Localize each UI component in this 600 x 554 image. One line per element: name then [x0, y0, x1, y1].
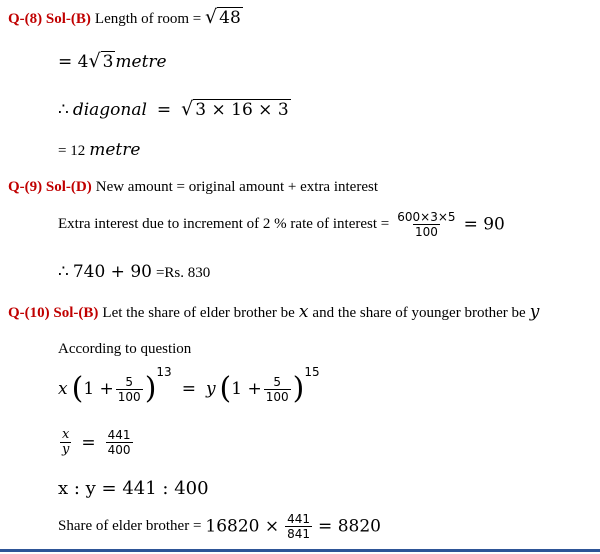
- eq-left-paren-open: (: [71, 371, 84, 406]
- q9-label: Q-(9) Sol-(D): [8, 179, 92, 195]
- share-expr: 16820 ×: [205, 516, 280, 537]
- therefore-symbol-2: ∴: [58, 262, 69, 282]
- q9-line2-text: Extra interest due to increment of 2 % rate of interest =: [58, 216, 390, 232]
- share-text: Share of elder brother =: [58, 518, 202, 534]
- q8-line-2: [58, 50, 167, 72]
- q10-share: [58, 512, 381, 541]
- ratio-equals: =: [81, 432, 96, 453]
- eq-y: y: [205, 379, 216, 399]
- eq-exp-left: 13: [156, 365, 172, 380]
- q9-line-3: [58, 262, 210, 282]
- q10-var-x: x: [298, 302, 309, 322]
- sqrt-48: √ 48: [205, 6, 241, 28]
- q10-equation: [58, 365, 320, 406]
- share-frac-den: 841: [287, 527, 311, 541]
- q8-line-1: [8, 6, 243, 28]
- eq-frac-right-den: 100: [265, 389, 289, 404]
- q9-frac-den: 100: [414, 225, 438, 239]
- q8-line-3: [58, 98, 291, 120]
- q10-ratio: [58, 428, 135, 457]
- q9-frac-num: 600×3×5: [397, 210, 456, 224]
- eq-exp-right: 15: [304, 365, 320, 380]
- q10-label: Q-(10) Sol-(B): [8, 305, 99, 321]
- q8-line3-eq: =: [156, 100, 172, 120]
- ratio-statement: x : y = 441 : 400: [58, 478, 209, 499]
- eq-one-right: 1 +: [231, 379, 262, 399]
- q9-line2-result: = 90: [463, 214, 505, 235]
- eq-frac-left-den: 100: [117, 389, 141, 404]
- eq-frac-left-num: 5: [125, 374, 134, 389]
- q8-line-4: [58, 140, 140, 160]
- therefore-symbol: ∴: [58, 100, 69, 120]
- q10-line-1: [8, 302, 539, 322]
- eq-right-paren-close: ): [292, 371, 305, 406]
- share-frac: [285, 512, 312, 541]
- sqrt-3: √ 3: [88, 50, 114, 72]
- q10-var-y: y: [529, 302, 540, 322]
- q8-line2-unit: metre: [115, 52, 167, 72]
- share-frac-num: 441: [287, 512, 311, 526]
- q10-ratio-line: [58, 478, 209, 499]
- q8-line2-eq: = 4: [58, 52, 89, 72]
- q8-line4-unit: metre: [89, 140, 141, 160]
- ratio-value-frac: [106, 428, 133, 457]
- q9-fraction: [395, 210, 457, 239]
- q10-line-2: [58, 340, 191, 358]
- eq-right-paren-open: (: [219, 371, 232, 406]
- q8-label: Q-(8) Sol-(B): [8, 11, 91, 27]
- bottom-divider: [0, 549, 600, 552]
- q9-text: New amount = original amount + extra interest: [95, 179, 378, 195]
- sqrt-product: √ 3 × 16 × 3: [181, 98, 289, 120]
- q10-line2-text: According to question: [58, 341, 192, 357]
- q8-text: Length of room =: [94, 11, 206, 27]
- sqrt-48-value: 48: [219, 8, 241, 28]
- ratio-y: y: [62, 442, 70, 457]
- ratio-value-num: 441: [107, 428, 131, 442]
- q9-line-1: [8, 178, 378, 196]
- eq-equals: =: [181, 379, 196, 399]
- q9-result: =Rs. 830: [155, 265, 211, 281]
- q10-text-a: Let the share of elder brother be: [102, 305, 295, 321]
- q8-diagonal-word: diagonal: [72, 100, 147, 120]
- q8-line4-eq: = 12: [58, 143, 86, 159]
- q10-text-b: and the share of younger brother be: [312, 305, 526, 321]
- eq-x: x: [58, 379, 68, 399]
- eq-frac-right-num: 5: [273, 374, 281, 389]
- sqrt-3-value: 3: [102, 52, 114, 72]
- q9-expr: 740 + 90: [72, 262, 152, 282]
- eq-frac-right: [264, 375, 291, 404]
- ratio-xy-frac: [60, 428, 71, 457]
- eq-frac-left: [116, 375, 143, 404]
- eq-left-paren-close: ): [144, 371, 157, 406]
- q9-line-2: [58, 210, 505, 239]
- share-result: = 8820: [318, 516, 381, 537]
- sqrt-product-value: 3 × 16 × 3: [195, 100, 289, 120]
- ratio-x: x: [62, 427, 70, 442]
- ratio-value-den: 400: [107, 443, 131, 457]
- eq-one-left: 1 +: [83, 379, 114, 399]
